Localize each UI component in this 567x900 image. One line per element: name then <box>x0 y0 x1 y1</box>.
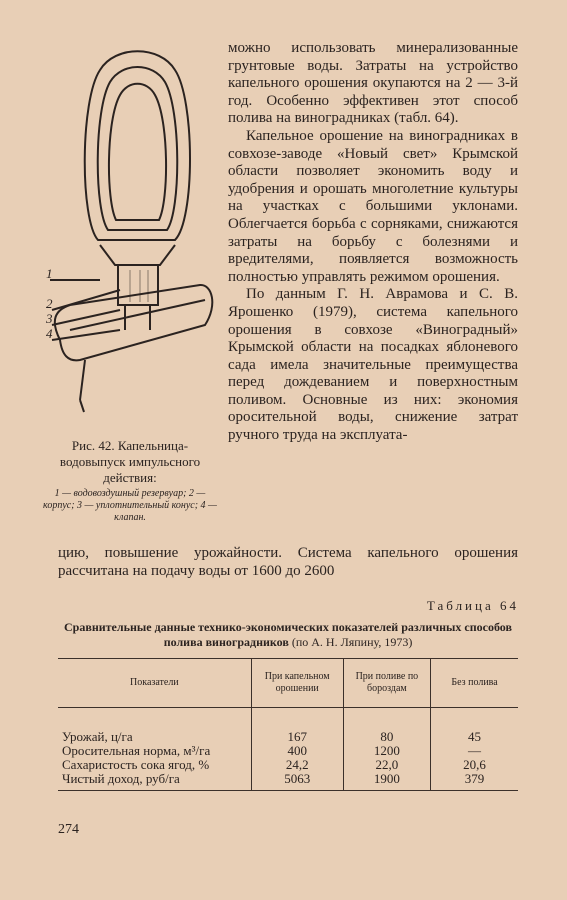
comparison-table <box>58 658 518 791</box>
column-header: При капельном орошении <box>251 659 343 708</box>
caption-title: Рис. 42. Капельница-водовыпуск импульсного действия: <box>59 438 201 485</box>
table-cell: 1900 <box>343 772 430 791</box>
table-row <box>58 708 518 745</box>
table-cell: 45 <box>431 708 518 745</box>
table-cell: 20,6 <box>431 758 518 772</box>
text-column-right <box>228 40 518 445</box>
figure-caption <box>40 438 220 524</box>
row-label: Урожай, ц/га <box>62 729 133 744</box>
figure-drip-emitter <box>40 40 220 420</box>
table-cell: 22,0 <box>343 758 430 772</box>
figure-label: 3 <box>46 311 53 326</box>
table-cell: 1200 <box>343 744 430 758</box>
drip-emitter-illustration <box>40 40 220 420</box>
figure-label: 2 <box>46 296 53 311</box>
paragraph-continuation: цию, повышение урожайности. Система капельного орошения рассчитана на подачу воды от 1600 до 2600 <box>58 545 518 579</box>
table-row <box>58 772 518 791</box>
table-title-main: Сравнительные данные технико-экономических показателей различных способов полива виноградников <box>64 620 512 649</box>
row-label: Оросительная норма, м³/га <box>62 743 211 758</box>
figure-label: 4 <box>46 326 53 341</box>
caption-legend: 1 — водовоздушный резервуар; 2 — корпус; 3 — уплотнительный конус; 4 — клапан. <box>43 488 217 523</box>
figure-label: 1 <box>46 266 53 281</box>
table-cell: 400 <box>251 744 343 758</box>
table-title-source: (по А. Н. Ляпину, 1973) <box>291 635 413 649</box>
table-header-row <box>58 659 518 708</box>
table-label: Таблица 64 <box>426 598 519 613</box>
table-cell: 80 <box>343 708 430 745</box>
column-header: Без полива <box>431 659 518 708</box>
table-cell: 167 <box>251 708 343 745</box>
paragraph: По данным Г. Н. Аврамова и С. В. Ярошенко (1979), система капельного орошения в совхозе «Виноградный» Крымской области на посадках яблоневого сада имела значительные преимущества перед дождеванием и поверхностным поливом. Основные из них: экономия оросительной воды, снижение затрат ручного труда на эксплуата- <box>228 286 518 444</box>
table-cell: 379 <box>431 772 518 791</box>
table-cell: 24,2 <box>251 758 343 772</box>
paragraph: Капельное орошение на виноградниках в совхозе-заводе «Новый свет» Крымской области позволяет экономить воду и удобрения и орошать многолетние культуры на участках с большими уклонами. Облегчается борьба с сорняками, снижаются затраты на борьбу с болезнями и вредителями, появляется возможность полностью управлять режимом орошения. <box>228 127 518 285</box>
table-title <box>58 620 518 650</box>
table-row <box>58 758 518 772</box>
page-number: 274 <box>58 822 79 837</box>
text-full-width <box>58 545 518 580</box>
column-header: Показатели <box>58 659 251 708</box>
table-cell: 5063 <box>251 772 343 791</box>
row-label: Сахаристость сока ягод, % <box>62 757 210 772</box>
column-header: При поливе по бороздам <box>343 659 430 708</box>
table-cell: — <box>431 744 518 758</box>
paragraph: можно использовать минерализованные грунтовые воды. Затраты на устройство капельного орошения окупаются на 2 — 3-й год. Особенно эффективен этот способ полива на виноградниках (табл. 64). <box>228 40 518 127</box>
table-row <box>58 744 518 758</box>
row-label: Чистый доход, руб/га <box>58 772 251 791</box>
